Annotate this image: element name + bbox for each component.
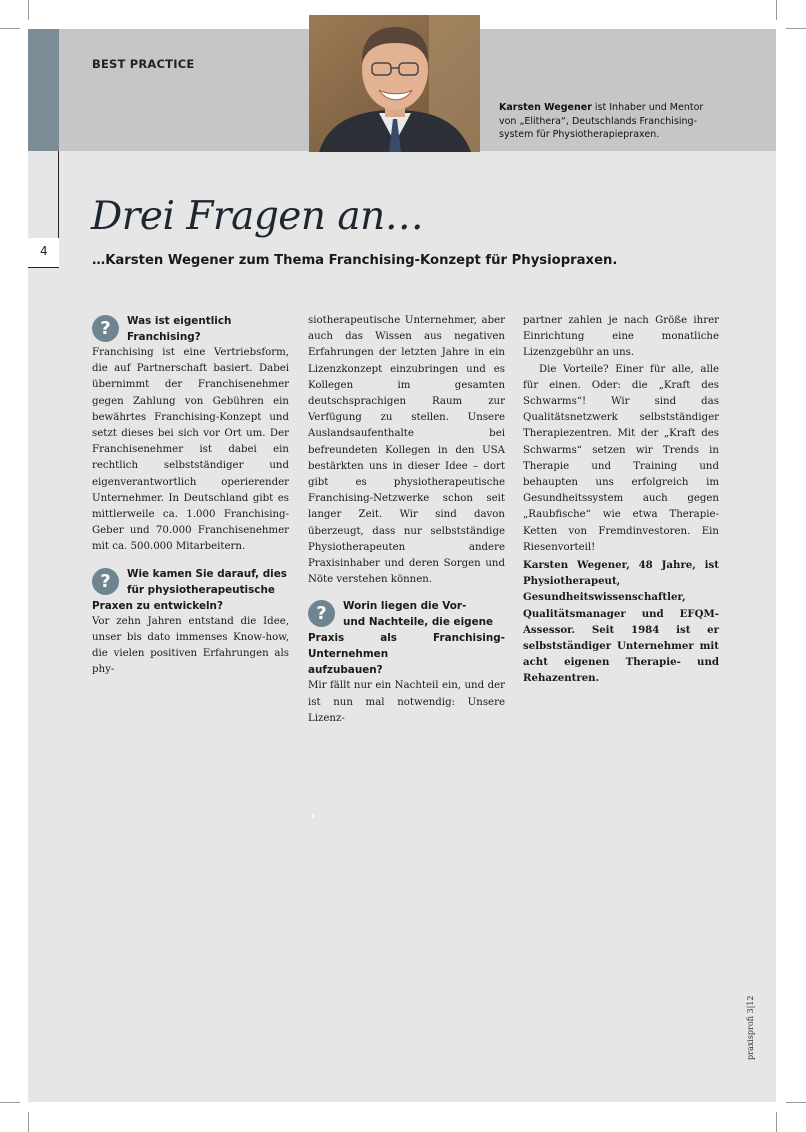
accent-strip — [28, 29, 59, 151]
question-1: ? Was ist eigentlich Franchising? — [92, 313, 289, 345]
crop-mark — [0, 1102, 20, 1103]
footer-issue: praxisprofi 3|12 — [746, 995, 755, 1060]
crop-mark — [776, 1112, 777, 1132]
stray-dot — [312, 815, 314, 817]
author-bio: Karsten Wegener, 48 Jahre, ist Physiotherapeut, Gesundheitswissenschaftler, Qualitätsmanager und EFQM-Assessor. Seit 1984 ist er selbstständiger Unternehmer mit acht eigenen Therapie- und Rehazentren. — [523, 559, 719, 685]
crop-mark — [28, 1112, 29, 1132]
page-title: Drei Fragen an… — [91, 194, 424, 239]
bio-caption-line2: von „Elithera“, Deutschlands Franchising- — [499, 115, 698, 127]
answer-3-advantages: Die Vorteile? Einer für alle, alle für einen. Oder: die „Kraft des Schwarms“! Wir sind das Qualitätsnetzwerk selbstständiger Therapiezentren. Mit der „Kraft des Schwarms“ setzen wir Trends in Therapie und Training und behaupten uns erfolgreich im Gesundheitssystem auch gegen „Raubfische“ wie etwa Therapie-Ketten von Fremdinvestoren. Ein Riesenvorteil! — [523, 363, 719, 553]
portrait-photo — [309, 15, 480, 152]
crop-mark — [28, 0, 29, 20]
question-2: ? Wie kamen Sie darauf, dies für physiotherapeutische Praxen zu entwickeln? — [92, 567, 287, 612]
question-mark-icon: ? — [92, 315, 119, 342]
section-label: BEST PRACTICE — [92, 57, 195, 71]
answer-1: Franchising ist eine Vertriebsform, die auf Partnerschaft basiert. Dabei übernimmt der Franchisenehmer gegen Zahlung von Gebühren ein bewährtes Franchising-Konzept und setzt dieses bei sich vor Ort um. Der Franchisenehmer ist dabei ein rechtlich selbstständiger und eigenverantwortlich operierender Unternehmer. In Deutschland gibt es mittlerweile ca. 1.000 Franchising-Geber und 70.000 Franchisenehmer mit ca. 500.000 Mitarbeitern. — [92, 347, 289, 553]
answer-3-continued: partner zahlen je nach Größe ihrer Einrichtung eine monatliche Lizenzgebühr an uns. — [523, 315, 719, 359]
portrait-illustration — [309, 15, 480, 152]
question-3: ? Worin liegen die Vor- und Nachteile, die eigene Praxis als Franchising-Unternehmen aufzubauen? — [308, 600, 505, 677]
column-1 — [92, 313, 289, 678]
crop-mark — [776, 0, 777, 20]
answer-2-continued: siotherapeutische Unternehmer, aber auch das Wissen aus negativen Erfahrungen der letzten Jahre in ein Lizenzkonzept einzubringen und es Kollegen im gesamten deutschsprachigen Raum zur Verfügung zu stellen. Unsere Auslandsaufenthalte bei befreundeten Kollegen in den USA bestärkten uns in dieser Idee – dort gibt es physiotherapeutische Franchising-Netzwerke schon seit langer Zeit. Wir sind davon überzeugt, dass nur selbstständige Physiotherapeuten andere Praxisinhaber und deren Sorgen und Nöte verstehen können. — [308, 315, 505, 586]
bio-caption-line3: system für Physiotherapiepraxen. — [499, 129, 660, 140]
crop-mark — [786, 28, 806, 29]
column-2 — [308, 313, 505, 727]
crop-mark — [0, 28, 20, 29]
crop-mark — [786, 1102, 806, 1103]
answer-2: Vor zehn Jahren entstand die Idee, unser bis dato immenses Know-how, die vielen positiven Erfahrungen als phy- — [92, 615, 289, 676]
bio-caption — [499, 101, 709, 142]
bio-caption-name: Karsten Wegener — [499, 102, 592, 113]
question-mark-icon: ? — [308, 600, 335, 627]
column-3 — [523, 313, 719, 556]
question-mark-icon: ? — [92, 568, 119, 595]
bio-caption-line1: ist Inhaber und Mentor — [591, 102, 704, 113]
page-subtitle: …Karsten Wegener zum Thema Franchising-Konzept für Physiopraxen. — [92, 253, 618, 268]
answer-3: Mir fällt nur ein Nachteil ein, und der ist nun mal notwendig: Unsere Lizenz- — [308, 680, 505, 724]
page-number: 4 — [28, 238, 59, 268]
